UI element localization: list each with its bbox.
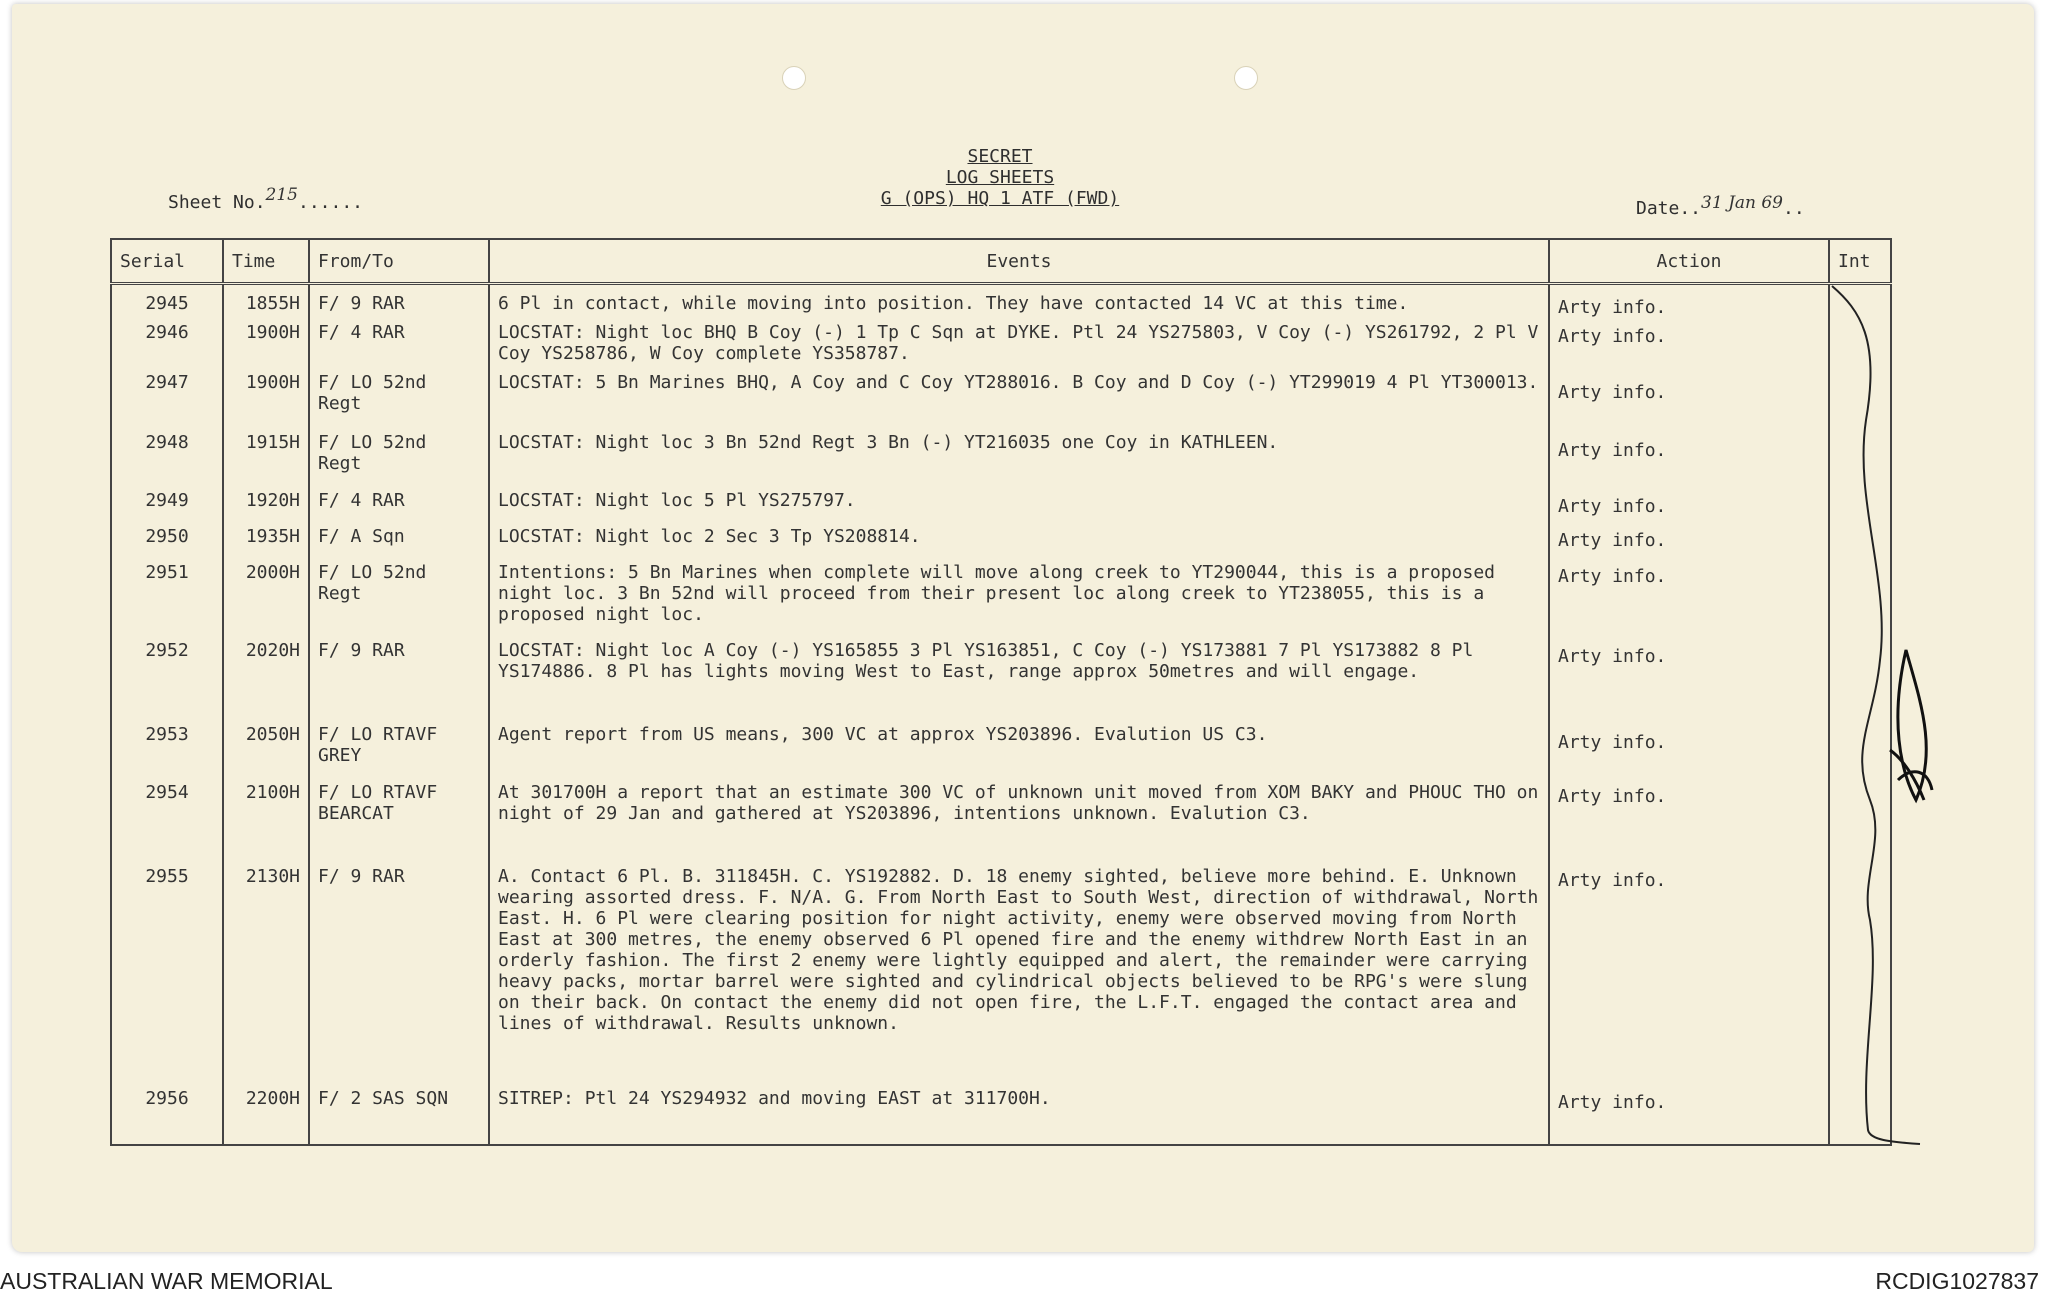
from-to-cell: F/ 9 RAR [309,864,489,1086]
table-row [111,1086,1891,1145]
events-cell: LOCSTAT: Night loc BHQ B Coy (-) 1 Tp C Sqn at DYKE. Ptl 24 YS275803, V Coy (-) YS261792, 2 Pl V Coy YS258786, W Coy complete YS358787. [489,320,1549,370]
time-cell: 2130H [223,864,309,1086]
serial-cell: 2955 [111,864,223,1086]
from-to-cell: F/ LO RTAVF GREY [309,722,489,780]
time-cell: 2050H [223,722,309,780]
footer-archive-name: AUSTRALIAN WAR MEMORIAL [0,1268,333,1294]
from-to-cell: F/ 2 SAS SQN [309,1086,489,1145]
log-table [110,238,1892,1146]
table-row [111,370,1891,430]
sheet-label: Sheet No. [168,192,266,213]
action-cell: Arty info. [1549,488,1829,524]
action-cell: Arty info. [1549,320,1829,370]
col-header-from-to: From/To [309,239,489,284]
events-cell: SITREP: Ptl 24 YS294932 and moving EAST at 311700H. [489,1086,1549,1145]
classification: SECRET [967,146,1033,167]
time-cell: 2200H [223,1086,309,1145]
from-to-cell: F/ 9 RAR [309,284,489,321]
time-cell: 2000H [223,560,309,638]
table-row [111,488,1891,524]
date-value: 31 Jan 69 [1701,193,1784,213]
action-cell: Arty info. [1549,638,1829,722]
events-cell: LOCSTAT: Night loc 2 Sec 3 Tp YS208814. [489,524,1549,560]
col-header-serial: Serial [111,239,223,284]
table-row [111,430,1891,488]
table-row [111,320,1891,370]
handwritten-bracket-mark [1820,280,1940,1160]
date-label: Date.. [1636,198,1702,219]
serial-cell: 2956 [111,1086,223,1145]
time-cell: 1935H [223,524,309,560]
table-row [111,722,1891,780]
action-cell: Arty info. [1549,1086,1829,1145]
table-row [111,560,1891,638]
footer-record-id: RCDIG1027837 [1875,1268,2039,1294]
events-cell: A. Contact 6 Pl. B. 311845H. C. YS192882. D. 18 enemy sighted, believe more behind. E. Unknown wearing assorted dress. F. N/A. G. From North East to South West, direction of withdrawal, North East. H. 6 Pl were clearing position for night activity, enemy were observed moving from North East at 300 metres, the enemy observed 6 Pl opened fire and the enemy withdrew North East in an orderly fashion. The first 2 enemy were lightly equipped and alert, the remainder were carrying heavy packs, mortar barrel were sighted and cylindrical objects believed to be RPG's were slung on their back. On contact the enemy did not open fire, the L.F.T. engaged the contact area and lines of withdrawal. Results unknown. [489,864,1549,1086]
punch-hole-right [1234,66,1258,90]
time-cell: 1915H [223,430,309,488]
table-row [111,780,1891,864]
serial-cell: 2946 [111,320,223,370]
serial-cell: 2953 [111,722,223,780]
time-cell: 2020H [223,638,309,722]
serial-cell: 2951 [111,560,223,638]
from-to-cell: F/ 4 RAR [309,488,489,524]
from-to-cell: F/ A Sqn [309,524,489,560]
document-title: LOG SHEETS [945,167,1055,188]
events-cell: LOCSTAT: Night loc 3 Bn 52nd Regt 3 Bn (-) YT216035 one Coy in KATHLEEN. [489,430,1549,488]
time-cell: 1855H [223,284,309,321]
col-header-time: Time [223,239,309,284]
serial-cell: 2948 [111,430,223,488]
serial-cell: 2952 [111,638,223,722]
action-cell: Arty info. [1549,370,1829,430]
action-cell: Arty info. [1549,780,1829,864]
col-header-action: Action [1549,239,1829,284]
table-row [111,864,1891,1086]
events-cell: At 301700H a report that an estimate 300 VC of unknown unit moved from XOM BAKY and PHOUC THO on night of 29 Jan and gathered at YS203896, intentions unknown. Evalution C3. [489,780,1549,864]
events-cell: Intentions: 5 Bn Marines when complete will move along creek to YT290044, this is a proposed night loc. 3 Bn 52nd will proceed from their present loc along creek to YT238055, this is a proposed night loc. [489,560,1549,638]
serial-cell: 2954 [111,780,223,864]
from-to-cell: F/ LO 52nd Regt [309,430,489,488]
serial-cell: 2947 [111,370,223,430]
time-cell: 2100H [223,780,309,864]
unit-name: G (OPS) HQ 1 ATF (FWD) [880,188,1120,209]
action-cell: Arty info. [1549,722,1829,780]
from-to-cell: F/ LO RTAVF BEARCAT [309,780,489,864]
from-to-cell: F/ LO 52nd Regt [309,560,489,638]
punch-hole-left [782,66,806,90]
time-cell: 1900H [223,320,309,370]
events-cell: Agent report from US means, 300 VC at approx YS203896. Evalution US C3. [489,722,1549,780]
from-to-cell: F/ 4 RAR [309,320,489,370]
serial-cell: 2949 [111,488,223,524]
time-cell: 1900H [223,370,309,430]
from-to-cell: F/ 9 RAR [309,638,489,722]
table-header-row [111,239,1891,284]
sheet-number-field [168,185,364,213]
events-cell: LOCSTAT: Night loc A Coy (-) YS165855 3 Pl YS163851, C Coy (-) YS173881 7 Pl YS173882 8 Pl YS174886. 8 Pl has lights moving West to East, range approx 50metres and will engage. [489,638,1549,722]
col-header-int: Int [1829,239,1891,284]
table-row [111,284,1891,321]
sheet-dots: ...... [298,192,364,213]
sheet-number: 215 [265,185,298,205]
table-row [111,524,1891,560]
action-cell: Arty info. [1549,284,1829,321]
events-cell: LOCSTAT: 5 Bn Marines BHQ, A Coy and C Coy YT288016. B Coy and D Coy (-) YT299019 4 Pl YT300013. [489,370,1549,430]
from-to-cell: F/ LO 52nd Regt [309,370,489,430]
serial-cell: 2945 [111,284,223,321]
action-cell: Arty info. [1549,864,1829,1086]
events-cell: 6 Pl in contact, while moving into position. They have contacted 14 VC at this time. [489,284,1549,321]
col-header-events: Events [489,239,1549,284]
action-cell: Arty info. [1549,430,1829,488]
header-block [840,146,1160,209]
action-cell: Arty info. [1549,560,1829,638]
date-field [1636,193,1805,219]
events-cell: LOCSTAT: Night loc 5 Pl YS275797. [489,488,1549,524]
time-cell: 1920H [223,488,309,524]
action-cell: Arty info. [1549,524,1829,560]
table-row [111,638,1891,722]
serial-cell: 2950 [111,524,223,560]
date-dots: .. [1783,198,1805,219]
